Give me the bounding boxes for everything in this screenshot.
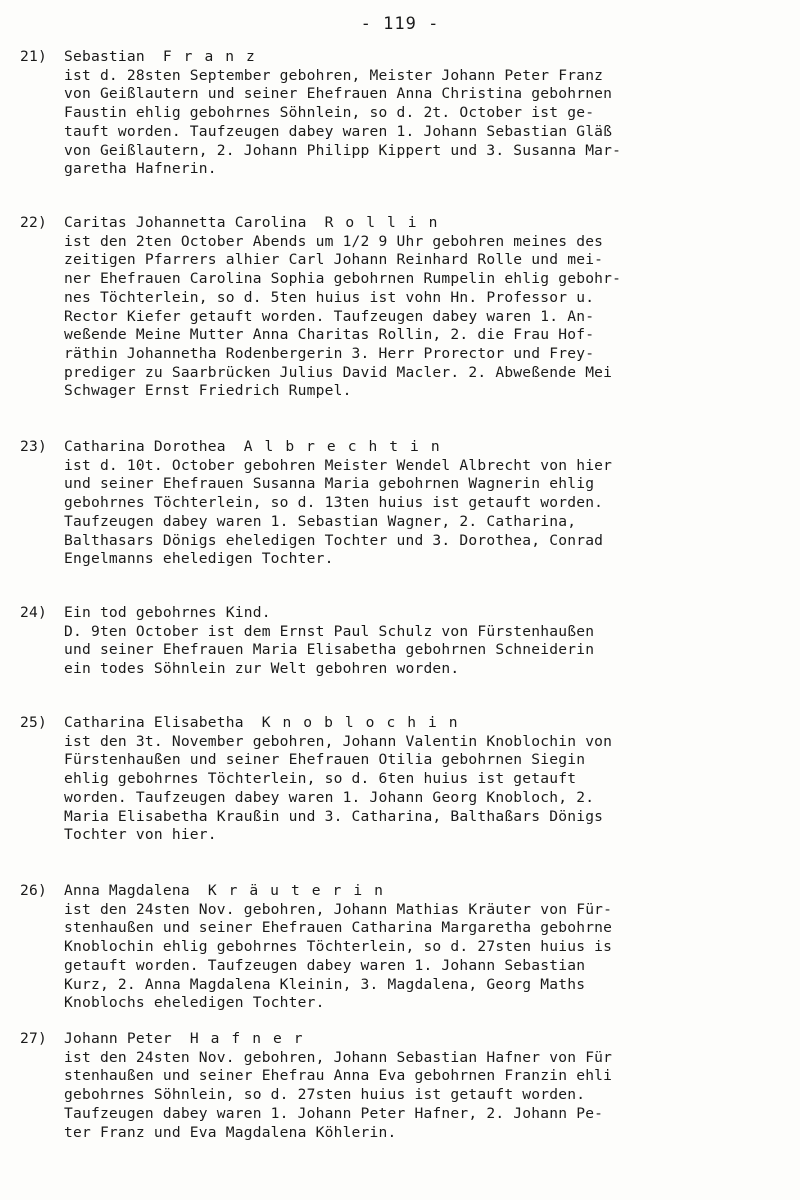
page-number: - 119 - — [360, 14, 440, 34]
text-line: Taufzeugen dabey waren 1. Johann Peter Hafner, 2. Johann Pe- — [64, 1104, 604, 1122]
text-line: und seiner Ehefrauen Maria Elisabetha gebohrnen Schneiderin — [64, 641, 595, 659]
text-line: ist d. 10t. October gebohren Meister Wendel Albrecht von hier — [64, 456, 613, 474]
text-line: Knoblochin ehlig gebohrnes Töchterlein, so d. 27sten huius is — [64, 938, 613, 956]
entry-text — [64, 623, 780, 679]
text-line: stenhaußen und seiner Ehefrau Anna Eva gebohrnen Franzin ehli — [64, 1067, 613, 1085]
entry-heading — [20, 882, 780, 901]
text-line: Knoblochs eheledigen Tochter. — [64, 994, 325, 1012]
entry-text — [64, 1049, 780, 1143]
text-line: zeitigen Pfarrers alhier Carl Johann Reinhard Rolle und mei- — [64, 251, 604, 269]
register-entry-23 — [20, 438, 780, 569]
entry-surname: Franz — [162, 48, 267, 65]
entry-heading — [20, 1030, 780, 1049]
text-line: Maria Elisabetha Kraußin und 3. Catharina, Balthaßars Dönigs — [64, 807, 604, 825]
text-line: stenhaußen und seiner Ehefrauen Catharina Margaretha gebohrne — [64, 919, 613, 937]
text-line: weßende Meine Mutter Anna Charitas Rollin, 2. die Frau Hof- — [64, 326, 595, 344]
entry-number: 27) — [20, 1030, 47, 1047]
entry-number: 26) — [20, 882, 47, 899]
entry-number: 21) — [20, 48, 47, 65]
text-line: gebohrnes Söhnlein, so d. 27sten huius ist getauft worden. — [64, 1086, 586, 1104]
entry-heading — [20, 604, 780, 623]
text-line: D. 9ten October ist dem Ernst Paul Schulz von Fürstenhaußen — [64, 622, 595, 640]
text-line: ist den 2ten October Abends um 1/2 9 Uhr gebohren meines des — [64, 232, 604, 250]
entry-heading — [20, 714, 780, 733]
entry-number: 25) — [20, 714, 47, 731]
text-line: Engelmanns eheledigen Tochter. — [64, 550, 334, 568]
entry-surname: Knoblochin — [261, 714, 470, 731]
register-entry-22 — [20, 214, 780, 401]
text-line: Rector Kiefer getauft worden. Taufzeugen dabey waren 1. An- — [64, 307, 595, 325]
register-entry-21 — [20, 48, 780, 179]
entry-heading — [20, 48, 780, 67]
register-entry-25 — [20, 714, 780, 845]
entry-surname: Kräuterin — [207, 882, 395, 899]
entry-text — [64, 733, 780, 845]
entry-given-names: Catharina Elisabetha — [64, 714, 244, 731]
entry-given-names: Sebastian — [64, 48, 145, 65]
text-line: garetha Hafnerin. — [64, 160, 217, 178]
text-line: ehlig gebohrnes Töchterlein, so d. 6ten huius ist getauft — [64, 770, 577, 788]
text-line: und seiner Ehefrauen Susanna Maria gebohrnen Wagnerin ehlig — [64, 475, 595, 493]
text-line: ein todes Söhnlein zur Welt gebohren worden. — [64, 660, 460, 678]
text-line: ist den 24sten Nov. gebohren, Johann Mathias Kräuter von Für- — [64, 900, 613, 918]
text-line: ist den 3t. November gebohren, Johann Valentin Knoblochin von — [64, 732, 613, 750]
text-line: ter Franz und Eva Magdalena Köhlerin. — [64, 1123, 397, 1141]
text-line: worden. Taufzeugen dabey waren 1. Johann Georg Knobloch, 2. — [64, 788, 595, 806]
text-line: nes Töchterlein, so d. 5ten huius ist vohn Hn. Professor u. — [64, 288, 595, 306]
entry-given-names: Ein tod gebohrnes Kind. — [64, 604, 271, 621]
text-line: räthin Johannetha Rodenbergerin 3. Herr Prorector und Frey- — [64, 344, 595, 362]
text-line: gebohrnes Töchterlein, so d. 13ten huius ist getauft worden. — [64, 494, 604, 512]
text-line: Taufzeugen dabey waren 1. Sebastian Wagner, 2. Catharina, — [64, 512, 577, 530]
text-line: Schwager Ernst Friedrich Rumpel. — [64, 382, 352, 400]
entry-surname: Hafner — [189, 1030, 315, 1047]
text-line: Balthasars Dönigs eheledigen Tochter und 3. Dorothea, Conrad — [64, 531, 604, 549]
entry-text — [64, 67, 780, 179]
entry-text — [64, 457, 780, 569]
entry-number: 23) — [20, 438, 47, 455]
text-line: Kurz, 2. Anna Magdalena Kleinin, 3. Magdalena, Georg Maths — [64, 975, 586, 993]
text-line: von Geißlautern und seiner Ehefrauen Anna Christina gebohrnen — [64, 85, 613, 103]
entry-number: 22) — [20, 214, 47, 231]
text-line: ner Ehefrauen Carolina Sophia gebohrnen Rumpelin ehlig gebohr- — [64, 270, 622, 288]
text-line: ist den 24sten Nov. gebohren, Johann Sebastian Hafner von Für — [64, 1048, 613, 1066]
register-entry-26 — [20, 882, 780, 1013]
text-line: Faustin ehlig gebohrnes Söhnlein, so d. 2t. October ist ge- — [64, 104, 595, 122]
register-entry-27 — [20, 1030, 780, 1142]
text-line: Fürstenhaußen und seiner Ehefrauen Otilia gebohrnen Siegin — [64, 751, 586, 769]
entry-surname: Albrechtin — [243, 438, 452, 455]
register-entry-24 — [20, 604, 780, 679]
entry-given-names: Catharina Dorothea — [64, 438, 226, 455]
text-line: getauft worden. Taufzeugen dabey waren 1. Johann Sebastian — [64, 956, 586, 974]
text-line: prediger zu Saarbrücken Julius David Macler. 2. Abweßende Mei — [64, 363, 613, 381]
entry-text — [64, 901, 780, 1013]
entry-number: 24) — [20, 604, 47, 621]
text-line: von Geißlautern, 2. Johann Philipp Kippert und 3. Susanna Mar- — [64, 141, 622, 159]
entry-given-names: Caritas Johannetta Carolina — [64, 214, 307, 231]
entry-heading — [20, 214, 780, 233]
entry-surname: Rollin — [324, 214, 450, 231]
text-line: tauft worden. Taufzeugen dabey waren 1. Johann Sebastian Gläß — [64, 122, 613, 140]
entry-given-names: Johann Peter — [64, 1030, 172, 1047]
text-line: Tochter von hier. — [64, 826, 217, 844]
entry-given-names: Anna Magdalena — [64, 882, 190, 899]
entry-heading — [20, 438, 780, 457]
text-line: ist d. 28sten September gebohren, Meister Johann Peter Franz — [64, 66, 604, 84]
entry-text — [64, 233, 780, 401]
